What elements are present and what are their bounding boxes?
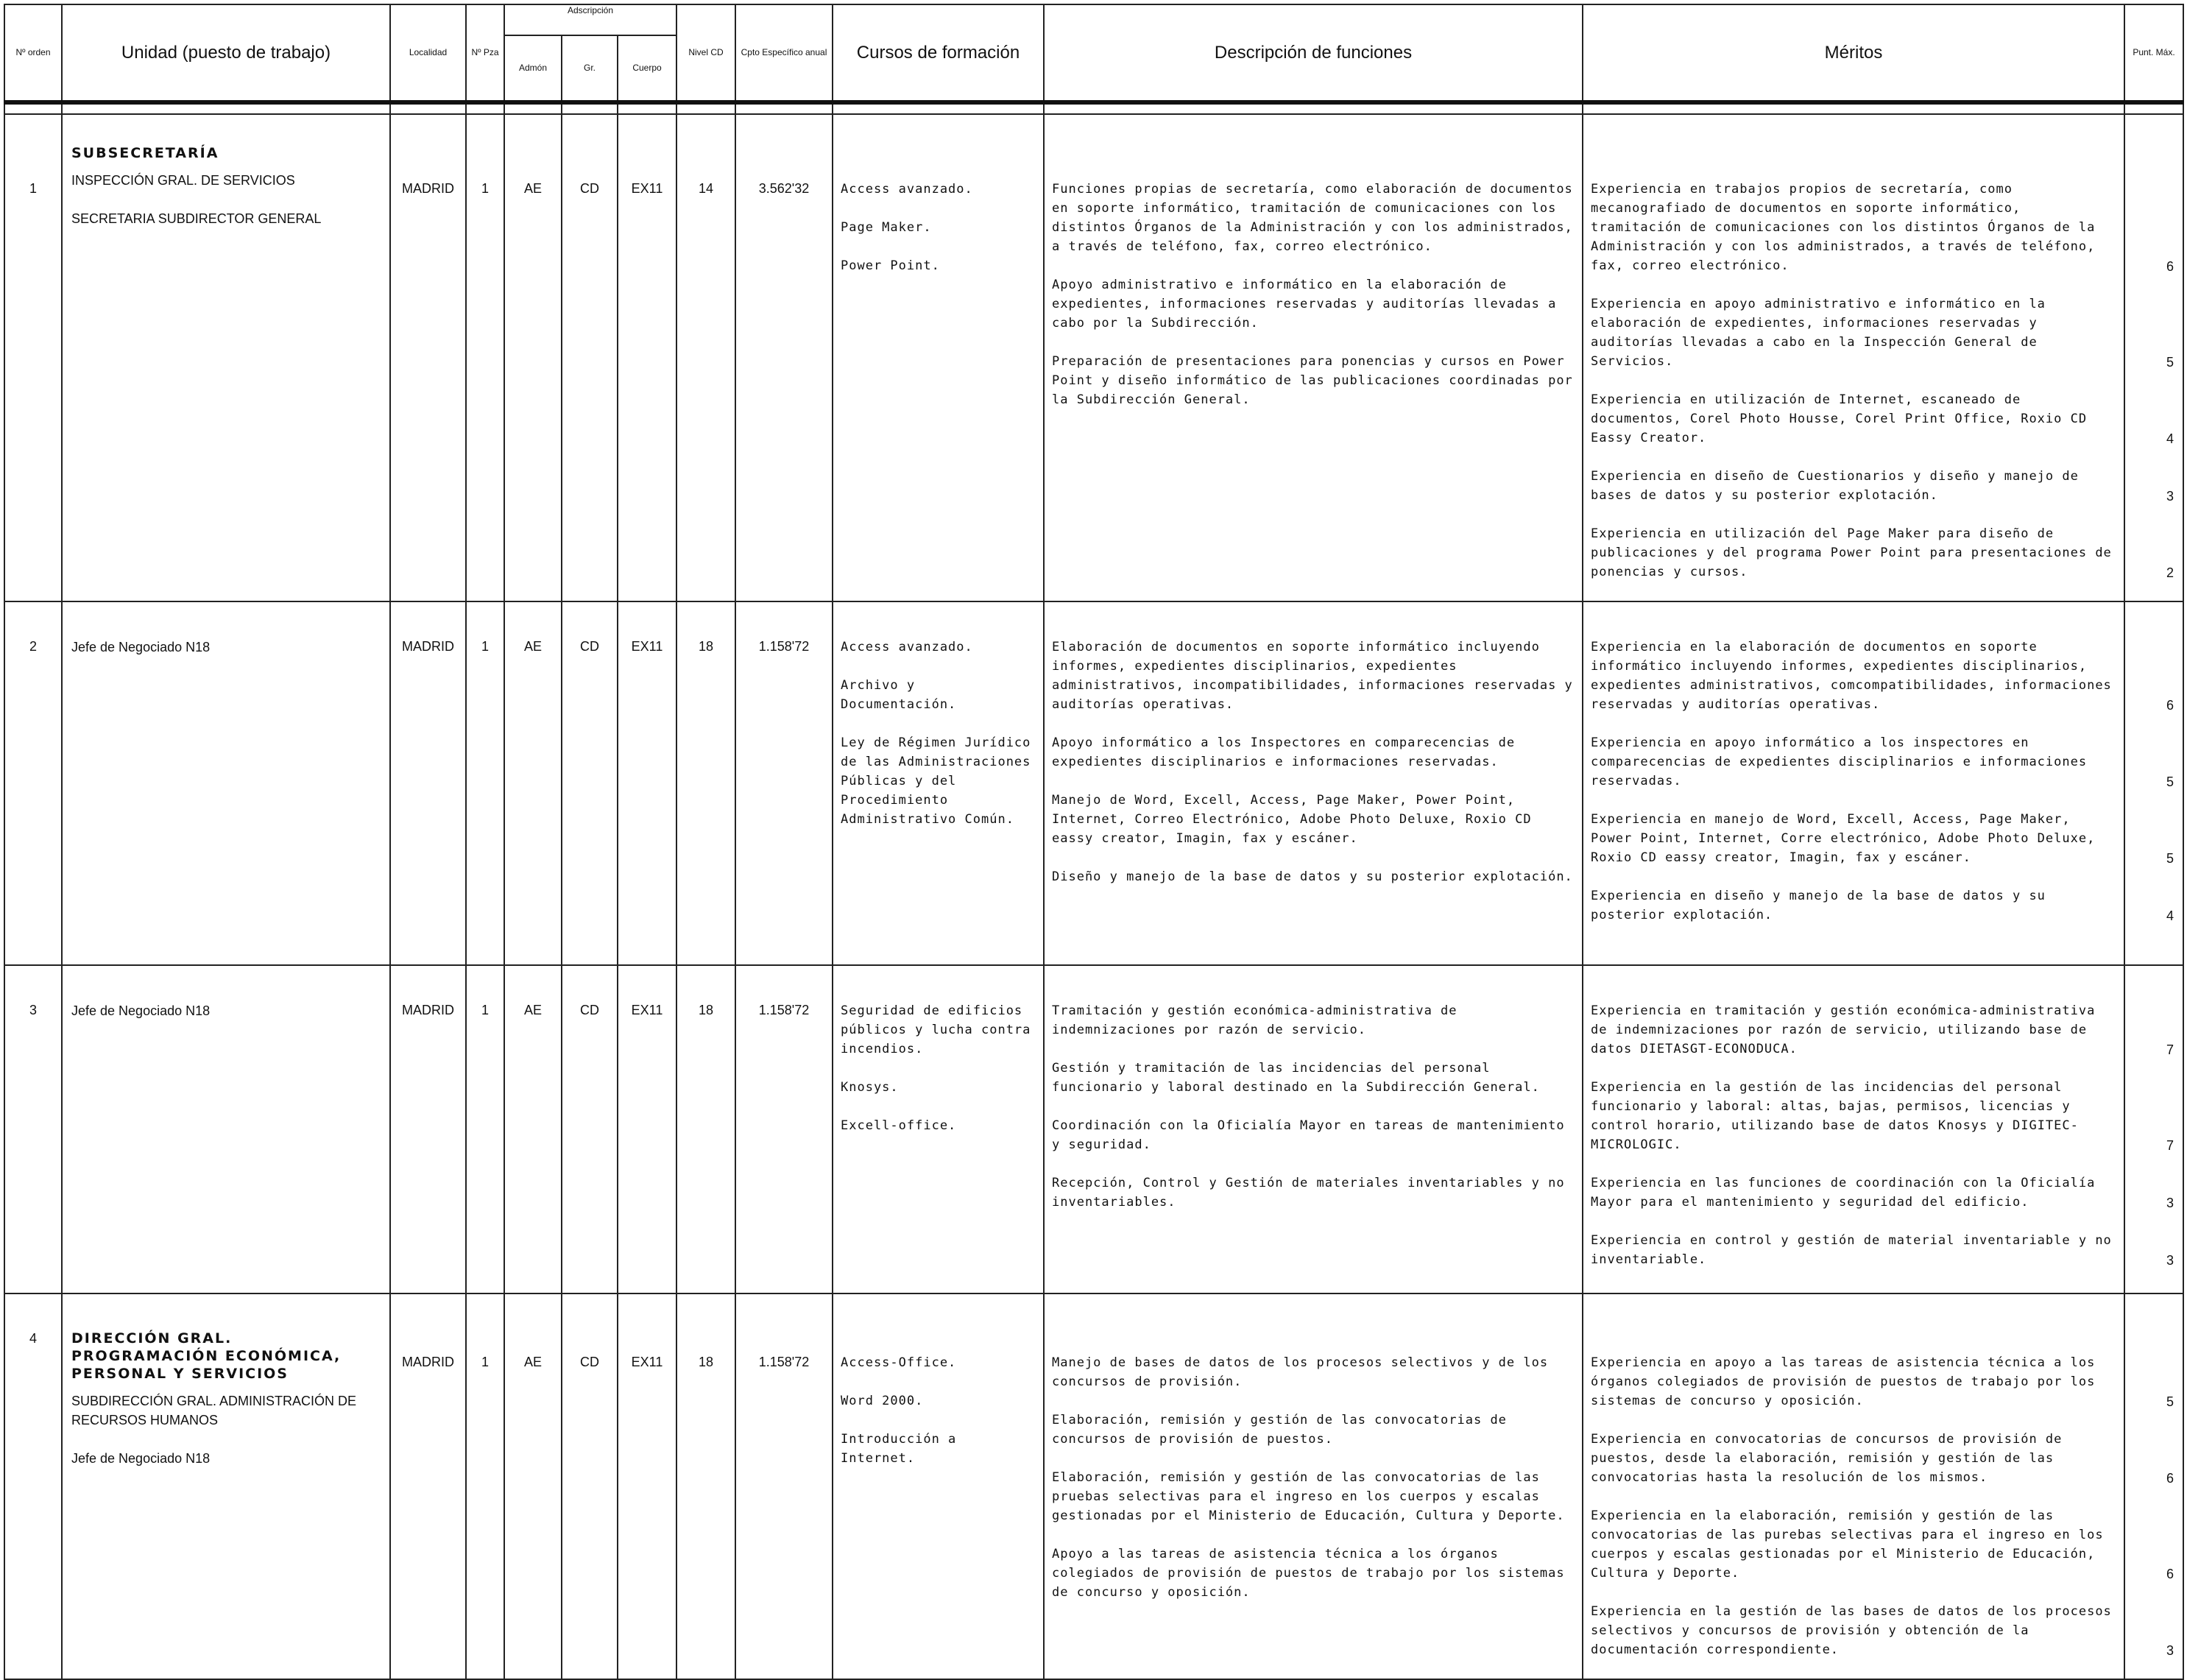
puntos-value: 3 [2166, 1253, 2174, 1268]
puntos-value: 6 [2166, 259, 2174, 274]
unidad-cell [62, 965, 390, 1293]
nivel-cell: 18 [676, 965, 735, 1293]
puntos-value: 4 [2166, 431, 2174, 446]
puntos-value: 5 [2166, 1394, 2174, 1409]
puntos-value: 6 [2166, 698, 2174, 713]
admon-cell: AE [504, 1293, 562, 1679]
curso-item: Access avanzado. [841, 182, 973, 197]
merito-item [1591, 810, 2116, 867]
curso-item: Seguridad de edificios públicos y lucha contra incendios. [841, 1003, 1031, 1056]
puntos-cell [2124, 1293, 2183, 1679]
merito-text: Experiencia en la gestión de las bases de datos de los procesos selectivos y concursos de provisión y obtención de la documentación correspondiente. [1591, 1604, 2112, 1657]
job-listing-sheet [4, 4, 2183, 1658]
localidad-cell: MADRID [390, 965, 466, 1293]
curso-item: Word 2000. [841, 1394, 924, 1408]
curso-item: Excell-office. [841, 1118, 957, 1133]
merito-item [1591, 1001, 2116, 1059]
merito-item [1591, 733, 2116, 791]
curso-item: Power Point. [841, 258, 940, 273]
header-nivel: Nivel CD [676, 4, 735, 102]
merito-text: Experiencia en control y gestión de material inventariable y no inventariable. [1591, 1233, 2112, 1267]
funciones-cell [1044, 114, 1583, 601]
header-admon: Admón [504, 35, 562, 102]
header-orden: Nº orden [4, 4, 62, 102]
table-row [4, 601, 2183, 965]
cuerpo-cell: EX11 [618, 1293, 676, 1679]
puntos-value: 3 [2166, 1196, 2174, 1210]
unidad-cell [62, 601, 390, 965]
grupo-cell: CD [562, 601, 618, 965]
orden-cell: 4 [4, 1293, 62, 1679]
admon-cell: AE [504, 601, 562, 965]
table-row [4, 114, 2183, 601]
unit-line: Jefe de Negociado N18 [71, 1003, 211, 1018]
localidad-cell: MADRID [390, 1293, 466, 1679]
merito-item [1591, 1078, 2116, 1154]
grupo-cell: CD [562, 114, 618, 601]
header-unidad: Unidad (puesto de trabajo) [62, 4, 390, 102]
admon-cell: AE [504, 965, 562, 1293]
complemento-cell: 1.158'72 [735, 601, 833, 965]
funcion-item: Apoyo informático a los Inspectores en comparecencias de expedientes disciplinarios e informaciones reservadas. [1052, 735, 1516, 769]
puntos-value: 6 [2166, 1567, 2174, 1581]
puntos-value: 5 [2166, 851, 2174, 866]
grupo-cell: CD [562, 1293, 618, 1679]
orden-cell: 3 [4, 965, 62, 1293]
nivel-cell: 18 [676, 1293, 735, 1679]
funcion-item: Preparación de presentaciones para ponencias y cursos en Power Point y diseño informático de las publicaciones coordinadas por la Subdirección General. [1052, 354, 1573, 407]
cuerpo-cell: EX11 [618, 114, 676, 601]
cursos-cell [833, 601, 1044, 965]
plazas-cell: 1 [466, 1293, 504, 1679]
merito-text: Experiencia en utilización de Internet, escaneado de documentos, Corel Photo Housse, Corel Print Office, Roxio CD Eassy Creator. [1591, 392, 2088, 445]
merito-item [1591, 638, 2116, 714]
merito-text: Experiencia en utilización del Page Maker para diseño de publicaciones y del programa Power Point para presentaciones de ponencias y cursos. [1591, 526, 2112, 579]
merito-text: Experiencia en la gestión de las incidencias del personal funcionario y laboral: altas, bajas, permisos, licencias y control horario, utilizando base de datos Knosys y DIGITEC-MICROLOGIC. [1591, 1080, 2079, 1152]
header-cursos: Cursos de formación [833, 4, 1044, 102]
merito-text: Experiencia en la elaboración, remisión y gestión de las convocatorias de las purebas selectivas para el ingreso en los cuerpos y escalas gestionadas por el Ministerio de Educación, Cultura y Deporte. [1591, 1508, 2104, 1581]
merito-text: Experiencia en diseño y manejo de la base de datos y su posterior explotación. [1591, 889, 2046, 922]
funcion-item: Coordinación con la Oficialía Mayor en tareas de mantenimiento y seguridad. [1052, 1118, 1565, 1152]
merito-item [1591, 390, 2116, 448]
cuerpo-cell: EX11 [618, 965, 676, 1293]
puntos-value: 3 [2166, 1643, 2174, 1658]
curso-item: Access-Office. [841, 1355, 957, 1370]
merito-text: Experiencia en diseño de Cuestionarios y diseño y manejo de bases de datos y su posterior explotación. [1591, 469, 2079, 503]
funcion-item: Funciones propias de secretaría, como elaboración de documentos en soporte informático, tramitación de comunicaciones con los distintos Órganos de la Administración y con los administrados, a través de teléfono, fax, correo electrónico. [1052, 182, 1573, 254]
grupo-cell: CD [562, 965, 618, 1293]
merito-text: Experiencia en apoyo informático a los inspectores en comparecencias de expedientes disciplinarios e informaciones reservadas. [1591, 735, 2088, 788]
curso-item: Knosys. [841, 1080, 899, 1095]
header-cuerpo: Cuerpo [618, 35, 676, 102]
header-adscripcion: Adscripción [504, 4, 676, 35]
meritos-cell [1583, 1293, 2124, 1679]
merito-item [1591, 1231, 2116, 1269]
funcion-item: Elaboración, remisión y gestión de las convocatorias de concursos de provisión de puestos. [1052, 1413, 1507, 1447]
funcion-item: Elaboración de documentos en soporte informático incluyendo informes, expedientes disciplinarios, expedientes administrativos, incompatibilidades, informaciones reservadas y auditorías operativas. [1052, 640, 1573, 712]
nivel-cell: 14 [676, 114, 735, 601]
meritos-cell [1583, 114, 2124, 601]
puntos-cell [2124, 601, 2183, 965]
merito-text: Experiencia en tramitación y gestión económica-administrativa de indemnizaciones por razón de servicio, utilizando base de datos DIETASGT-ECONODUCA. [1591, 1003, 2096, 1056]
plazas-cell: 1 [466, 114, 504, 601]
merito-text: Experiencia en la elaboración de documentos en soporte informático incluyendo informes, expedientes disciplinarios, expedientes administrativos, comcompatibilidades, informaciones reservadas y auditorías operativas. [1591, 640, 2112, 712]
puntos-cell [2124, 965, 2183, 1293]
merito-text: Experiencia en apoyo administrativo e informático en la elaboración de expedientes, informaciones reservadas y auditorías llevadas a cabo en la Inspección General de Servicios. [1591, 297, 2046, 369]
merito-item [1591, 294, 2116, 371]
table-body [4, 102, 2183, 1679]
funcion-item: Tramitación y gestión económica-administrativa de indemnizaciones por razón de servicio. [1052, 1003, 1458, 1037]
section-title: SUBSECRETARÍA [71, 145, 219, 161]
puntos-value: 5 [2166, 774, 2174, 789]
complemento-cell: 1.158'72 [735, 1293, 833, 1679]
merito-item [1591, 467, 2116, 505]
merito-text: Experiencia en manejo de Word, Excell, Access, Page Maker, Power Point, Internet, Corre electrónico, Adobe Photo Deluxe, Roxio CD eassy creator, Imagin, fax y escáner. [1591, 812, 2096, 865]
meritos-cell [1583, 601, 2124, 965]
header-separator [4, 102, 2183, 114]
curso-item: Ley de Régimen Jurídico de las Administraciones Públicas y del Procedimiento Administrativo Común. [841, 735, 1031, 827]
curso-item: Page Maker. [841, 220, 932, 235]
funciones-cell [1044, 601, 1583, 965]
funciones-cell [1044, 1293, 1583, 1679]
table-row [4, 1293, 2183, 1679]
localidad-cell: MADRID [390, 114, 466, 601]
puntos-value: 7 [2166, 1042, 2174, 1057]
plazas-cell: 1 [466, 965, 504, 1293]
cursos-cell [833, 965, 1044, 1293]
merito-text: Experiencia en las funciones de coordinación con la Oficialía Mayor para el mantenimiento y seguridad del edificio. [1591, 1176, 2096, 1210]
header-plazas: Nº Pza [466, 4, 504, 102]
merito-item [1591, 1602, 2116, 1659]
admon-cell: AE [504, 114, 562, 601]
cursos-cell [833, 1293, 1044, 1679]
funcion-item: Elaboración, remisión y gestión de las convocatorias de las pruebas selectivas para el ingreso en los cuerpos y escalas gestionadas por el Ministerio de Educación, Cultura y Deporte. [1052, 1470, 1565, 1523]
puntos-value: 5 [2166, 355, 2174, 370]
orden-cell: 2 [4, 601, 62, 965]
merito-item [1591, 1173, 2116, 1212]
orden-cell: 1 [4, 114, 62, 601]
funcion-item: Diseño y manejo de la base de datos y su posterior explotación. [1052, 869, 1573, 884]
positions-table [4, 4, 2184, 1680]
header-localidad: Localidad [390, 4, 466, 102]
puntos-value: 7 [2166, 1138, 2174, 1153]
header-grupo: Gr. [562, 35, 618, 102]
header-meritos: Méritos [1583, 4, 2124, 102]
curso-item: Introducción a Internet. [841, 1432, 957, 1466]
header-funciones: Descripción de funciones [1044, 4, 1583, 102]
merito-item [1591, 180, 2116, 275]
funcion-item: Apoyo a las tareas de asistencia técnica a los órganos colegiados de provisión de puestos de trabajo por los sistemas de concurso y oposición. [1052, 1547, 1565, 1600]
puntos-value: 6 [2166, 1471, 2174, 1486]
nivel-cell: 18 [676, 601, 735, 965]
puntos-cell [2124, 114, 2183, 601]
merito-item [1591, 524, 2116, 582]
funcion-item: Gestión y tramitación de las incidencias del personal funcionario y laboral destinado en la Subdirección General. [1052, 1061, 1540, 1095]
localidad-cell: MADRID [390, 601, 466, 965]
table-header [4, 4, 2183, 102]
merito-text: Experiencia en apoyo a las tareas de asistencia técnica a los órganos colegiados de provisión de puestos de trabajo por los sistemas de concurso y oposición. [1591, 1355, 2096, 1408]
unit-line: Jefe de Negociado N18 [71, 1451, 211, 1466]
table-row [4, 965, 2183, 1293]
merito-item [1591, 886, 2116, 925]
unit-line: Jefe de Negociado N18 [71, 640, 211, 654]
funcion-item: Apoyo administrativo e informático en la elaboración de expedientes, informaciones reservadas y auditorías llevadas a cabo por la Subdirección. [1052, 278, 1557, 331]
section-title: DIRECCIÓN GRAL. PROGRAMACIÓN ECONÓMICA, PERSONAL Y SERVICIOS [71, 1330, 342, 1382]
merito-item [1591, 1430, 2116, 1487]
curso-item: Archivo y Documentación. [841, 678, 957, 712]
cuerpo-cell: EX11 [618, 601, 676, 965]
plazas-cell: 1 [466, 601, 504, 965]
cursos-cell [833, 114, 1044, 601]
funcion-item: Manejo de bases de datos de los procesos selectivos y de los concursos de provisión. [1052, 1355, 1549, 1389]
merito-item [1591, 1506, 2116, 1583]
puntos-value: 2 [2166, 565, 2174, 580]
funcion-item: Manejo de Word, Excell, Access, Page Maker, Power Point, Internet, Correo Electrónico, Adobe Photo Deluxe, Roxio CD eassy creator, Imagin, fax y escáner. [1052, 793, 1532, 846]
complemento-cell: 1.158'72 [735, 965, 833, 1293]
merito-text: Experiencia en convocatorias de concursos de provisión de puestos, desde la elaboración, remisión y gestión de las convocatorias hasta la resolución de los mismos. [1591, 1432, 2063, 1485]
funciones-cell [1044, 965, 1583, 1293]
puntos-value: 4 [2166, 908, 2174, 923]
merito-text: Experiencia en trabajos propios de secretaría, como mecanografiado de documentos en soporte informático, tramitación de comunicaciones con los distintos Órganos de la Administración y con los administrados, a través de teléfono, fax, correo electrónico. [1591, 182, 2096, 273]
funcion-item: Recepción, Control y Gestión de materiales inventariables y no inventariables. [1052, 1176, 1565, 1210]
unidad-cell [62, 114, 390, 601]
header-complemento: Cpto Específico anual [735, 4, 833, 102]
meritos-cell [1583, 965, 2124, 1293]
merito-item [1591, 1353, 2116, 1411]
unidad-cell [62, 1293, 390, 1679]
puntos-value: 3 [2166, 489, 2174, 504]
unit-line: SECRETARIA SUBDIRECTOR GENERAL [71, 211, 322, 226]
unit-line: SUBDIRECCIÓN GRAL. ADMINISTRACIÓN DE RECURSOS HUMANOS [71, 1394, 357, 1427]
header-puntos: Punt. Máx. [2124, 4, 2183, 102]
unit-line: INSPECCIÓN GRAL. DE SERVICIOS [71, 173, 295, 188]
complemento-cell: 3.562'32 [735, 114, 833, 601]
curso-item: Access avanzado. [841, 640, 973, 654]
